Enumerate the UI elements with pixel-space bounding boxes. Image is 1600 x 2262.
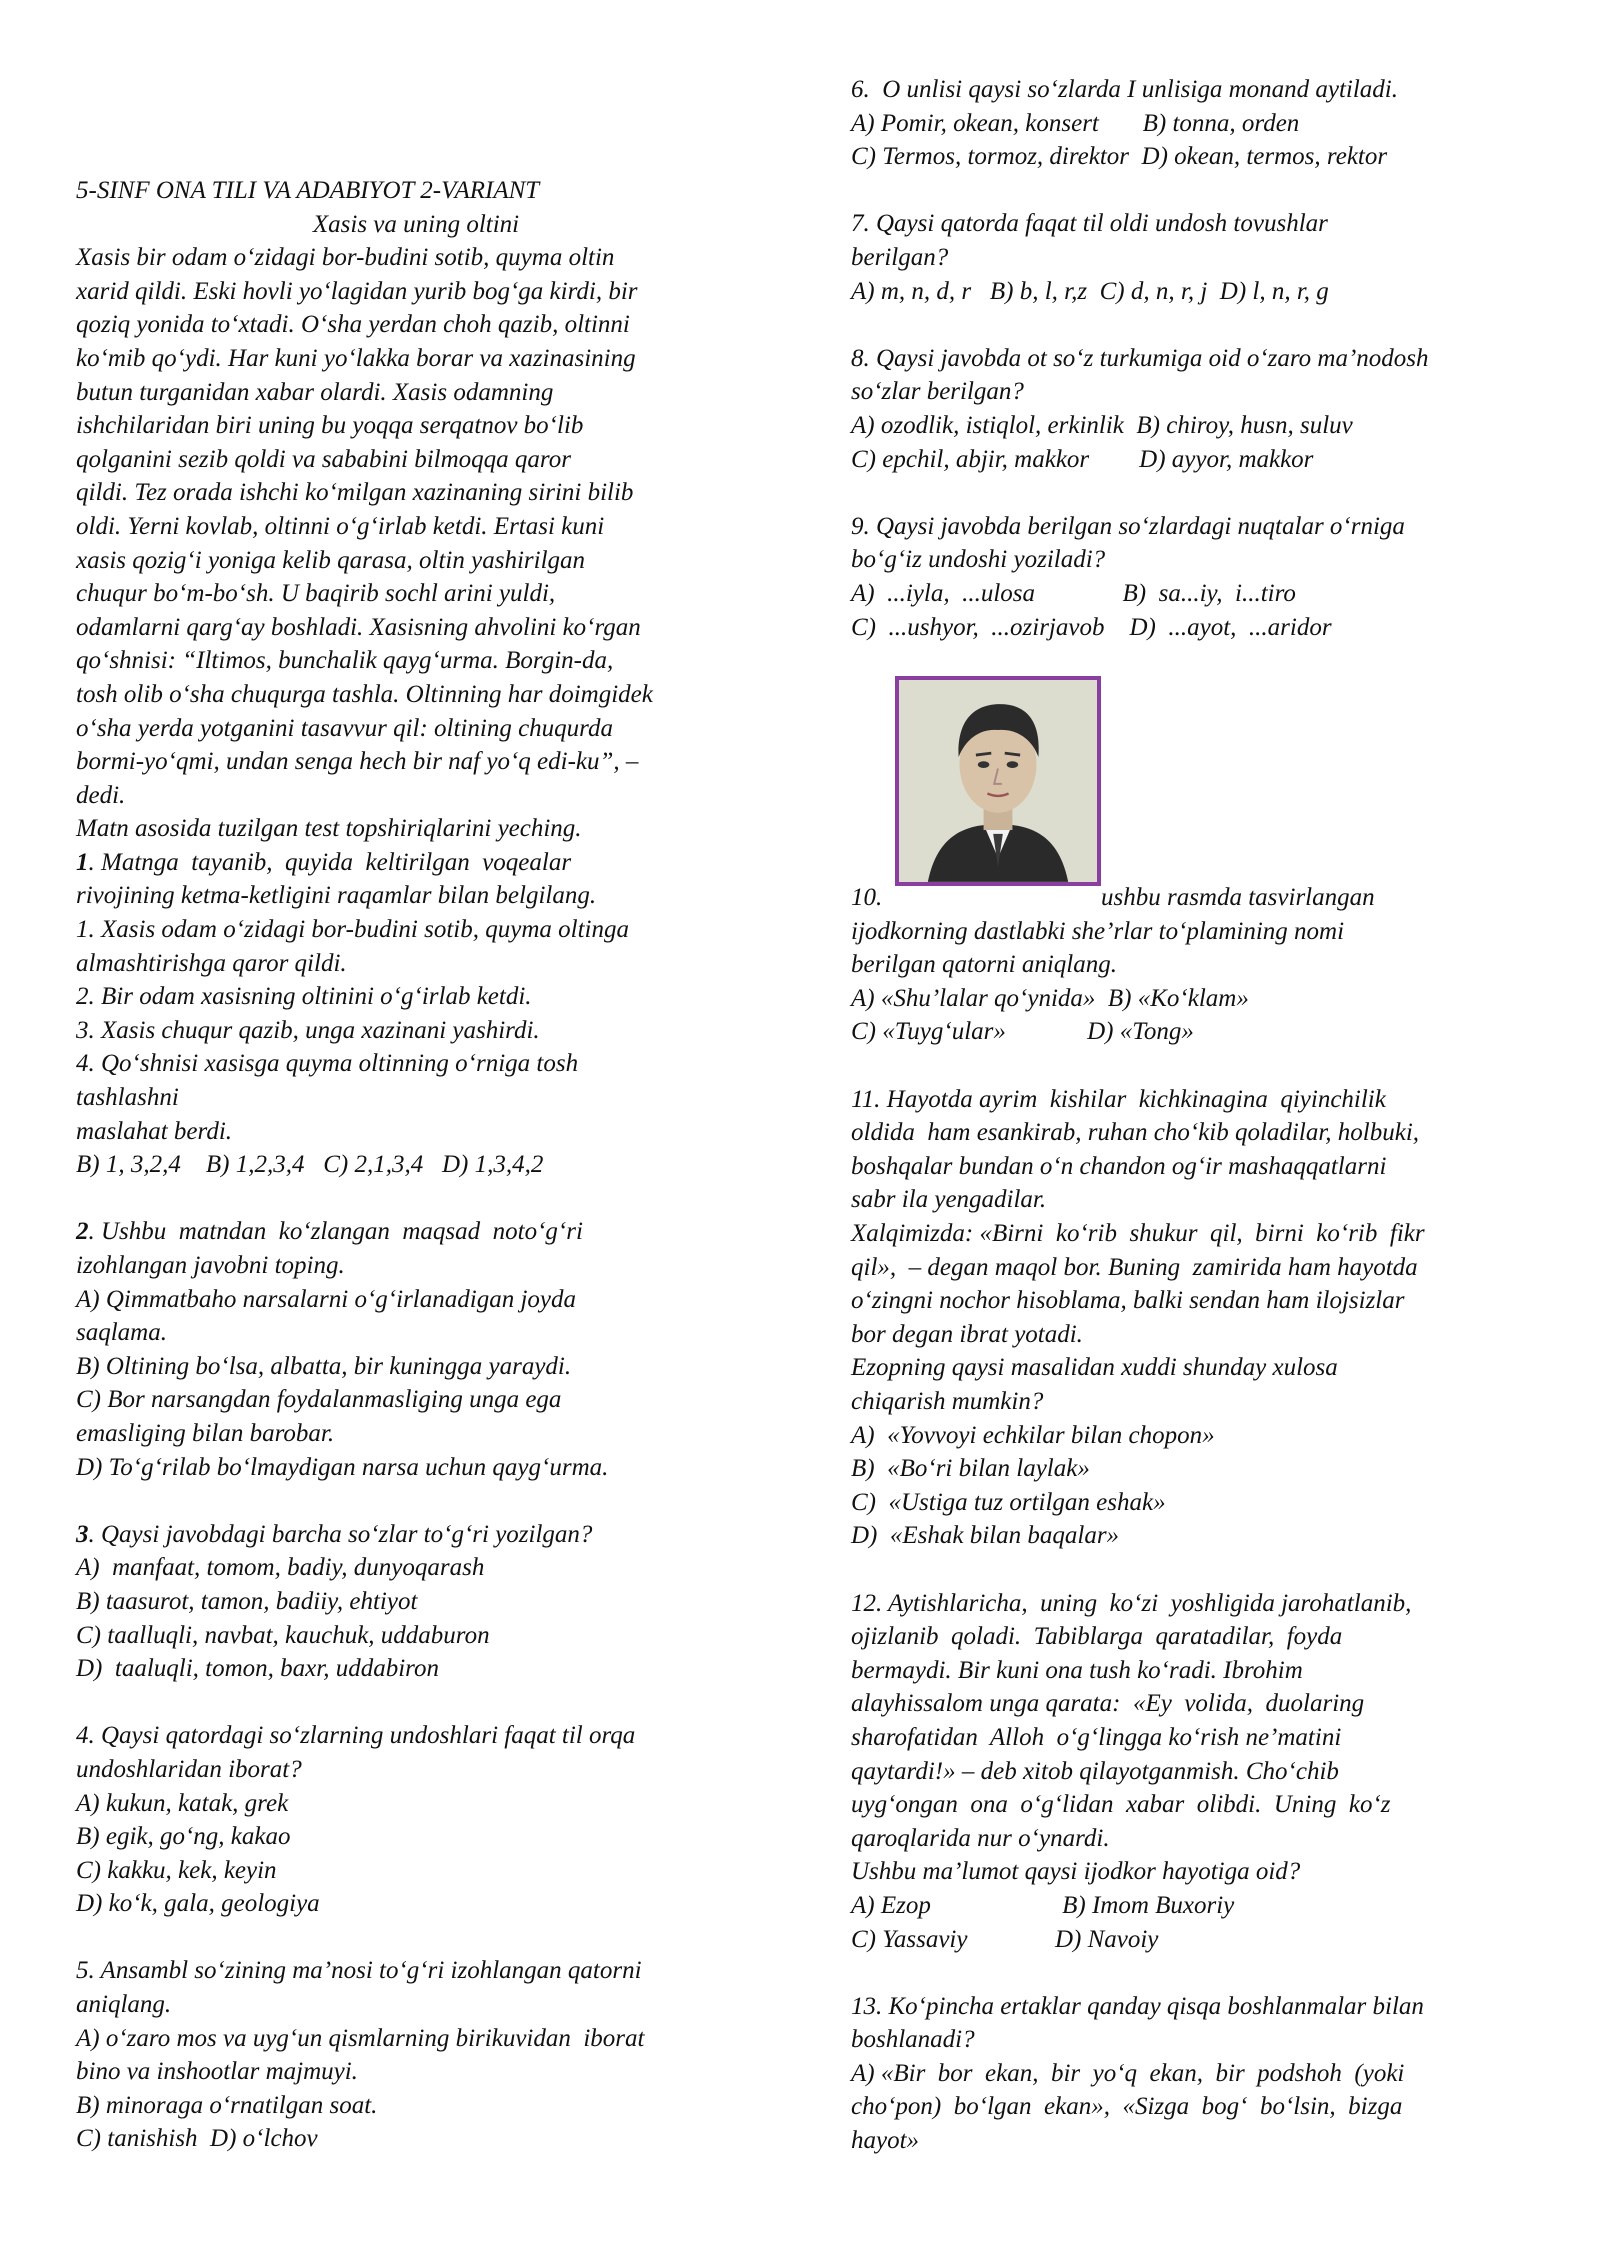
text-line: ko‘mib qo‘ydi. Har kuni yo‘lakka borar va xazinasining [76, 344, 636, 372]
text-line: 4. Qo‘shnisi xasisga quyma oltinning o‘rniga tosh [76, 1050, 579, 1078]
text-line: C) «Ustiga tuz ortilgan eshak» [851, 1488, 1166, 1516]
text-line: ishchilaridan biri uning bu yoqqa serqatnov bo‘lib [76, 412, 584, 440]
question-12 [851, 1587, 1536, 1957]
text-line: berilgan? [851, 243, 949, 271]
text-line: so‘zlar berilgan? [851, 378, 1024, 406]
text-line: oldida ham esankirab, ruhan cho‘kib qoladilar, holbuki, [851, 1119, 1420, 1147]
text-line: C) epchil, abjir, makkor D) ayyor, makkor [851, 445, 1314, 473]
text-line: A) Qimmatbaho narsalarni o‘g‘irlanadigan joyda [76, 1285, 576, 1313]
text-line [76, 846, 756, 880]
question-text: . Matnga tayanib, quyida keltirilgan voqealar [88, 848, 572, 876]
text-line: bermaydi. Bir kuni ona tush ko‘radi. Ibrohim [851, 1656, 1303, 1684]
text-line: A) «Shu’lalar qo‘ynida» B) «Ko‘klam» [851, 984, 1249, 1012]
text-line: chiqarish mumkin? [851, 1388, 1044, 1415]
text-line: almashtirishga qaror qildi. [76, 949, 347, 977]
text-line: D) To‘g‘rilab bo‘lmaydigan narsa uchun qayg‘urma. [76, 1453, 609, 1481]
text-line: xasis qozig‘i yoniga kelib qarasa, oltin yashirilgan [76, 546, 586, 574]
question-9 [851, 510, 1536, 644]
text-line: qaytardi!» – deb xitob qilayotganmish. Cho‘chib [851, 1757, 1339, 1785]
text-line: o‘sha yerda yotganini tasavvur qil: oltining chuqurda [76, 714, 613, 742]
test-header: 5-SINF ONA TILI VA ADABIYOT 2-VARIANT [76, 177, 540, 204]
text-line: qildi. Tez orada ishchi ko‘milgan xazinaning sirini bilib [76, 479, 634, 507]
text-line: ijodkorning dastlabki she’rlar to‘plamining nomi [851, 917, 1345, 945]
text-title: Xasis va uning oltini [312, 210, 520, 238]
text-line: A) ...iyla, ...ulosa B) sa...iy, i...tiro [851, 579, 1296, 607]
text-line: rivojining ketma-ketligini raqamlar bilan belgilang. [76, 882, 597, 910]
text-line: xarid qildi. Eski hovli yo‘lagidan yurib bog‘ga kirdi, bir [76, 277, 638, 305]
text-line: B) minoraga o‘rnatilgan soat. [76, 2091, 378, 2119]
text-line: saqlama. [76, 1319, 167, 1347]
text-line: 1. Xasis odam o‘zidagi bor-budini sotib, quyma oltinga [76, 916, 629, 944]
question-number: 10. [851, 884, 883, 912]
text-line: 9. Qaysi javobda berilgan so‘zlardagi nuqtalar o‘rniga [851, 512, 1405, 540]
text-line: 4. Qaysi qatordagi so‘zlarning undoshlari faqat til orqa [76, 1722, 636, 1750]
reading-text [76, 241, 756, 846]
text-line: qaroqlarida nur o‘ynardi. [851, 1824, 1110, 1852]
question-number: 2 [76, 1218, 89, 1246]
text-line: D) ko‘k, gala, geologiya [76, 1890, 320, 1918]
text-line [851, 881, 1536, 915]
text-line: uyg‘ongan ona o‘g‘lidan xabar olibdi. Uning ko‘z [851, 1791, 1391, 1819]
text-line: C) Bor narsangdan foydalanmasliging unga ega [76, 1386, 562, 1414]
question-13 [851, 1990, 1536, 2158]
text-line: Matn asosida tuzilgan test topshiriqlarini yeching. [76, 815, 582, 843]
question-text: . Ushbu matndan ko‘zlangan maqsad noto‘g‘ri [88, 1218, 583, 1246]
text-line: 7. Qaysi qatorda faqat til oldi undosh tovushlar [851, 210, 1328, 238]
text-line: sharofatidan Alloh o‘g‘lingga ko‘rish ne’matini [851, 1723, 1342, 1751]
text-line: C) Termos, tormoz, direktor D) okean, termos, rektor [851, 143, 1388, 171]
text-line: oldi. Yerni kovlab, oltinni o‘g‘irlab ketdi. Ertasi kuni [76, 512, 605, 540]
question-1 [76, 846, 756, 1182]
text-line: dedi. [76, 781, 126, 809]
text-line: B) taasurot, tamon, badiiy, ehtiyot [76, 1587, 418, 1615]
text-line: undoshlaridan iborat? [76, 1755, 302, 1783]
text-line: sabr ila yengadilar. [851, 1186, 1047, 1214]
text-line: Ushbu ma’lumot qaysi ijodkor hayotiga oid? [851, 1858, 1301, 1886]
text-line: B) egik, go‘ng, kakao [76, 1823, 291, 1851]
text-line: ojizlanib qoladi. Tabiblarga qaratadilar, foyda [851, 1623, 1343, 1651]
text-line [76, 1215, 756, 1249]
text-line: berilgan qatorni aniqlang. [851, 951, 1117, 979]
text-line: hayot» [851, 2127, 920, 2155]
text-line: B) Oltining bo‘lsa, albatta, bir kuningga yaraydi. [76, 1352, 572, 1380]
question-number: 3 [76, 1520, 89, 1548]
text-line: A) kukun, katak, grek [76, 1789, 289, 1817]
text-line: B) «Bo‘ri bilan laylak» [851, 1455, 1090, 1483]
left-column [76, 174, 756, 2156]
text-line: odamlarni qarg‘ay boshladi. Xasisning ahvolini ko‘rgan [76, 613, 641, 641]
text-line: bo‘g‘iz undoshi yoziladi? [851, 546, 1106, 574]
text-line: qil», – degan maqol bor. Buning zamirida ham hayotda [851, 1253, 1418, 1281]
text-line: bino va inshootlar majmuyi. [76, 2058, 358, 2086]
question-4 [76, 1719, 756, 1921]
text-line: qo‘shnisi: “Iltimos, bunchalik qayg‘urma. Borgin-da, [76, 647, 614, 675]
text-line: bor degan ibrat yotadi. [851, 1320, 1083, 1348]
text-line: maslahat berdi. [76, 1117, 233, 1145]
text-line: D) «Eshak bilan baqalar» [851, 1522, 1120, 1550]
text-line: A) «Yovvoyi echkilar bilan chopon» [851, 1421, 1215, 1449]
text-line: alayhissalom unga qarata: «Ey volida, duolaring [851, 1690, 1365, 1718]
text-line: qoziq yonida to‘xtadi. O‘sha yerdan choh qazib, oltinni [76, 311, 630, 339]
text-line: izohlangan javobni toping. [76, 1252, 345, 1279]
question-10-photo-area [851, 668, 1536, 881]
text-line: A) manfaat, tomom, badiy, dunyoqarash [76, 1554, 485, 1582]
text-line: A) Pomir, okean, konsert B) tonna, orden [851, 109, 1300, 137]
text-line: D) taaluqli, tomon, baxr, uddabiron [76, 1655, 439, 1683]
text-line: Xasis bir odam o‘zidagi bor-budini sotib, quyma oltin [76, 244, 615, 272]
text-line: A) «Bir bor ekan, bir yo‘q ekan, bir podshoh (yoki [851, 2059, 1405, 2087]
question-11 [851, 1083, 1536, 1553]
text-line: C) tanishish D) o‘lchov [76, 2125, 318, 2153]
text-line: bormi-yo‘qmi, undan senga hech bir naf yo‘q edi-ku”, – [76, 748, 639, 776]
text-line [76, 1518, 756, 1552]
text-line: 3. Xasis chuqur qazib, unga xazinani yashirdi. [76, 1016, 540, 1044]
question-5 [76, 1954, 756, 2156]
text-line: emasliging bilan barobar. [76, 1419, 335, 1447]
question-2 [76, 1215, 756, 1484]
text-line: qolganini sezib qoldi va sababini bilmoqqa qaror [76, 445, 571, 473]
portrait-icon [899, 680, 1097, 882]
text-line: A) o‘zaro mos va uyg‘un qismlarning birikuvidan iborat [76, 2024, 645, 2052]
text-line: Xalqimizda: «Birni ko‘rib shukur qil, birni ko‘rib fikr [851, 1220, 1425, 1248]
text-line: C) kakku, kek, keyin [76, 1856, 277, 1884]
question-6 [851, 73, 1536, 174]
text-line: 12. Aytishlaricha, uning ko‘zi yoshligida jarohatlanib, [851, 1589, 1412, 1617]
question-text: ushbu rasmda tasvirlangan [1101, 884, 1375, 912]
question-7 [851, 207, 1536, 308]
text-line: 2. Bir odam xasisning oltinini o‘g‘irlab ketdi. [76, 983, 532, 1011]
text-line: 11. Hayotda ayrim kishilar kichkinagina qiyinchilik [851, 1085, 1386, 1113]
question-text: . Qaysi javobdagi barcha so‘zlar to‘g‘ri yozilgan? [88, 1520, 593, 1548]
text-line: Ezopning qaysi masalidan xuddi shunday xulosa [851, 1354, 1338, 1382]
text-line: A) m, n, d, r B) b, l, r,z C) d, n, r, j D) l, n, r, g [851, 277, 1329, 305]
text-line: A) ozodlik, istiqlol, erkinlik B) chiroy, husn, suluv [851, 411, 1353, 439]
question-8 [851, 342, 1536, 476]
right-column [851, 73, 1536, 2158]
text-line: A) Ezop B) Imom Buxoriy [851, 1891, 1235, 1919]
text-line: o‘zingni nochor hisoblama, balki sendan ham ilojsizlar [851, 1287, 1405, 1315]
text-line: tashlashni [76, 1084, 179, 1112]
text-line: 13. Ko‘pincha ertaklar qanday qisqa boshlanmalar bilan [851, 1992, 1424, 2020]
text-line: 8. Qaysi javobda ot so‘z turkumiga oid o‘zaro ma’nodosh [851, 344, 1429, 372]
question-3 [76, 1518, 756, 1686]
text-line: C) «Tuyg‘ular» D) «Tong» [851, 1018, 1194, 1046]
question-number: 1 [76, 848, 89, 876]
text-line: boshqalar bundan o‘n chandon og‘ir mashaqqatlarni [851, 1152, 1387, 1180]
text-line: C) taalluqli, navbat, kauchuk, uddaburon [76, 1621, 490, 1649]
portrait-photo [895, 676, 1101, 886]
text-line: chuqur bo‘m-bo‘sh. U baqirib sochl arini yuldi, [76, 580, 556, 608]
text-line: B) 1, 3,2,4 B) 1,2,3,4 C) 2,1,3,4 D) 1,3,4,2 [76, 1151, 544, 1179]
text-line: boshlanadi? [851, 2026, 975, 2054]
text-line: tosh olib o‘sha chuqurga tashla. Oltinning har doimgidek [76, 680, 653, 708]
text-line: 6. O unlisi qaysi so‘zlarda I unlisiga monand aytiladi. [851, 76, 1398, 103]
question-10 [851, 881, 1536, 1049]
text-line: 5. Ansambl so‘zining ma’nosi to‘g‘ri izohlangan qatorni [76, 1957, 642, 1985]
text-line: C) ...ushyor, ...ozirjavob D) ...ayot, ...aridor [851, 613, 1332, 641]
text-line: C) Yassaviy D) Navoiy [851, 1925, 1159, 1953]
text-line: aniqlang. [76, 1991, 172, 2019]
text-line: cho‘pon) bo‘lgan ekan», «Sizga bog‘ bo‘lsin, bizga [851, 2093, 1403, 2121]
text-line: butun turganidan xabar olardi. Xasis odamning [76, 378, 554, 406]
